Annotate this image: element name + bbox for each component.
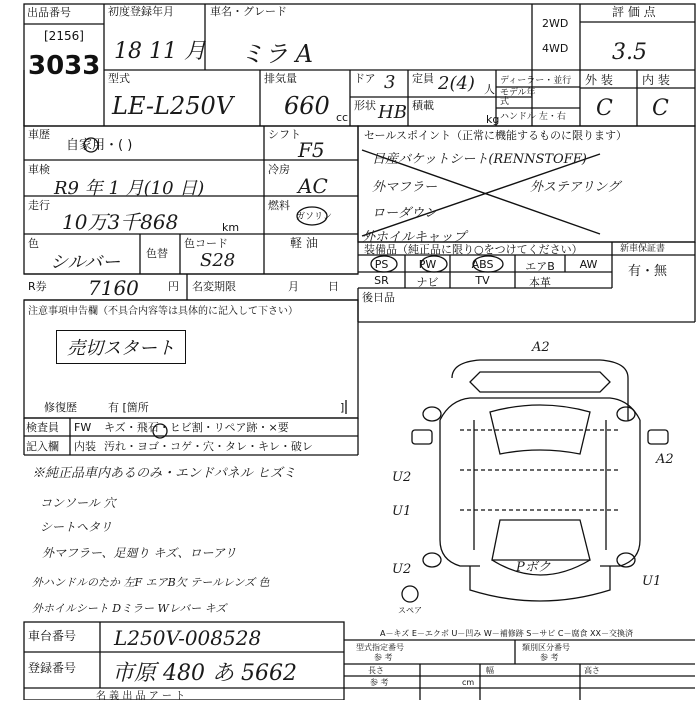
- inspector-row2: 汚れ・ヨゴ・コゲ・穴・タレ・キレ・破レ: [104, 440, 313, 453]
- recycle-label: R券: [28, 280, 47, 293]
- day-label: 日: [328, 280, 339, 293]
- designation-ref: 参 考: [374, 653, 393, 662]
- inspector-line-6: 外ホイルシート Dミラー Wレバー キズ: [32, 602, 227, 615]
- new-car-warranty-value: 有・無: [628, 264, 668, 279]
- damage-legend: A－キズ E－エクボ U－凹み W－補修跡 S－サビ C－腐食 XX－交換済: [380, 629, 634, 638]
- mark-u1-rear: U1: [642, 574, 662, 589]
- inspector-line-2: コンソール 穴: [40, 496, 116, 510]
- exterior-value: C: [596, 96, 613, 121]
- handle-label: ハンドル 左・右: [500, 112, 566, 122]
- ac-label: 冷房: [268, 163, 290, 176]
- notes-label: 注意事項申告欄（不具合内容等は具体的に記入して下さい）: [28, 306, 298, 317]
- first-reg-label: 初度登録年月: [108, 5, 174, 18]
- footer-partial: 名 義 出 品 ア ー ト: [96, 691, 186, 702]
- mark-u1-left: U1: [392, 504, 412, 519]
- equip-pw: PW: [418, 258, 437, 271]
- inspector-line-3: シートヘタリ: [40, 520, 113, 534]
- category-label: 類別区分番号: [522, 643, 570, 652]
- exterior-label: 外 装: [585, 73, 613, 87]
- mark-a2-front: A2: [532, 340, 550, 355]
- first-reg-value: 18 11 月: [114, 39, 206, 64]
- equip-airbag: エアB: [525, 260, 555, 273]
- interior-label: 内 装: [642, 73, 670, 87]
- repair-value: 有 [箇所: [108, 401, 149, 414]
- reg-value: 市原 480 あ 5662: [112, 661, 297, 686]
- shape-value: HB: [378, 102, 407, 123]
- dealer-label: ディーラー・並行: [500, 76, 572, 86]
- capacity-value: 2(4): [438, 73, 475, 94]
- repair-close: ]: [340, 401, 345, 414]
- mark-a2-right: A2: [656, 452, 674, 467]
- doors-label: ドア: [354, 72, 376, 85]
- color-no-label: 色替: [146, 247, 168, 260]
- height-label: 高さ: [584, 666, 600, 675]
- grade-label: 評 価 点: [612, 5, 656, 19]
- model-year-label: モデル年式: [500, 88, 536, 107]
- displacement-value: 660: [284, 92, 330, 120]
- inspection-value: R9 年 1 月(10 日): [54, 178, 205, 199]
- inspector-interior: 内装: [74, 440, 96, 453]
- inspector-line-4: 外マフラー、足廻り キズ、ローアリ: [42, 546, 237, 560]
- usage-label: 車歴: [28, 128, 50, 141]
- sales-point-3: ローダウン: [372, 206, 438, 221]
- equip-navi: ナビ: [416, 276, 439, 289]
- reg-label: 登録番号: [28, 661, 77, 675]
- length-cm: cm: [462, 678, 475, 687]
- name-change-label: 名変期限: [192, 280, 236, 293]
- mileage-label: 走行: [28, 199, 50, 212]
- displacement-label: 排気量: [264, 72, 297, 85]
- inspector-label-1: 検査員: [26, 421, 59, 434]
- sales-point-4: 外ステアリング: [530, 180, 620, 195]
- fuel-diesel: 軽 油: [290, 236, 318, 250]
- color-label: 色: [28, 237, 39, 250]
- inspector-label-2: 記入欄: [26, 440, 59, 453]
- inspector-line-5: 外ハンドルのたか 左F エアB欠 テールレンズ 色: [32, 576, 270, 589]
- chassis-value: L250V-008528: [114, 626, 262, 650]
- inspection-label: 車検: [28, 163, 50, 176]
- sales-point-1: 日産バケットシート(RENNSTOFF): [372, 152, 587, 167]
- designation-label: 型式指定番号: [356, 643, 404, 652]
- color-code-value: S28: [200, 250, 236, 271]
- repair-label: 修復歴: [44, 401, 77, 414]
- mileage-unit: km: [222, 221, 240, 234]
- later-label: 後日品: [362, 291, 395, 304]
- car-name-label: 車名・グレード: [210, 5, 287, 18]
- sales-point-5: 外ホイルキャップ: [362, 230, 467, 245]
- equip-ps: PS: [374, 258, 389, 271]
- equipment-label: 装備品（純正品に限り○をつけてください）: [364, 243, 583, 256]
- model-label: 型式: [108, 72, 130, 85]
- equip-abs: ABS: [471, 258, 494, 271]
- shift-label: シフト: [268, 128, 301, 141]
- color-code-label: 色コード: [184, 237, 228, 250]
- drive-2wd: 2WD: [542, 17, 569, 30]
- load-label: 積載: [412, 99, 434, 112]
- sales-points-label: セールスポイント（正常に機能するものに限ります）: [364, 129, 628, 142]
- model-value: LE-L250V: [112, 92, 234, 120]
- lot-number: 3033: [28, 51, 101, 81]
- interior-value: C: [652, 96, 669, 121]
- inspector-line-1: ※純正品車内あるのみ・エンドパネル ヒズミ: [32, 466, 296, 481]
- doors-value: 3: [384, 72, 396, 93]
- month-label: 月: [288, 280, 299, 293]
- notes-stamp: 売切スタート: [56, 330, 186, 364]
- mark-u2-rear: U2: [392, 562, 412, 577]
- displacement-unit: cc: [336, 111, 349, 124]
- recycle-unit: 円: [168, 280, 179, 293]
- equip-sr: SR: [374, 274, 389, 287]
- car-name-value: ミラ A: [240, 40, 313, 68]
- load-unit: kg: [486, 113, 500, 126]
- grade-value: 3.5: [612, 40, 647, 65]
- usage-value: 自家用・( ): [66, 138, 133, 153]
- capacity-unit: 人: [484, 83, 495, 96]
- color-value: シルバー: [50, 252, 121, 273]
- shift-value: F5: [298, 138, 325, 162]
- mileage-value: 10万3千868: [62, 210, 179, 234]
- recycle-value: 7160: [88, 276, 139, 300]
- fuel-gas: ガソリン: [296, 212, 333, 222]
- ac-value: AC: [298, 174, 328, 198]
- drive-4wd: 4WD: [542, 42, 569, 55]
- sales-point-2: 外マフラー: [372, 180, 438, 195]
- equip-leather: 本革: [529, 276, 551, 289]
- mark-p-boku: Pボク: [516, 560, 551, 575]
- shape-label: 形状: [354, 99, 376, 112]
- inspector-row1: キズ・飛石・ヒビ割・リペア跡・×要: [104, 421, 289, 434]
- equip-aw: AW: [579, 258, 598, 271]
- length-label: 長さ: [368, 666, 384, 675]
- capacity-label: 定員: [412, 72, 434, 85]
- length-ref: 参 考: [370, 678, 389, 687]
- chassis-label: 車台番号: [28, 629, 77, 643]
- equip-tv: TV: [475, 274, 490, 287]
- category-ref: 参 考: [540, 653, 559, 662]
- new-car-warranty-label: 新車保証書: [620, 244, 666, 254]
- inspector-fw: FW: [74, 421, 92, 434]
- fuel-label: 燃料: [268, 199, 290, 212]
- spare-label: スペア: [398, 606, 422, 615]
- lot-label: 出品番号: [27, 6, 71, 19]
- width-label: 幅: [486, 666, 494, 675]
- mark-u2-left: U2: [392, 470, 412, 485]
- lot-ref: [2156]: [44, 29, 84, 43]
